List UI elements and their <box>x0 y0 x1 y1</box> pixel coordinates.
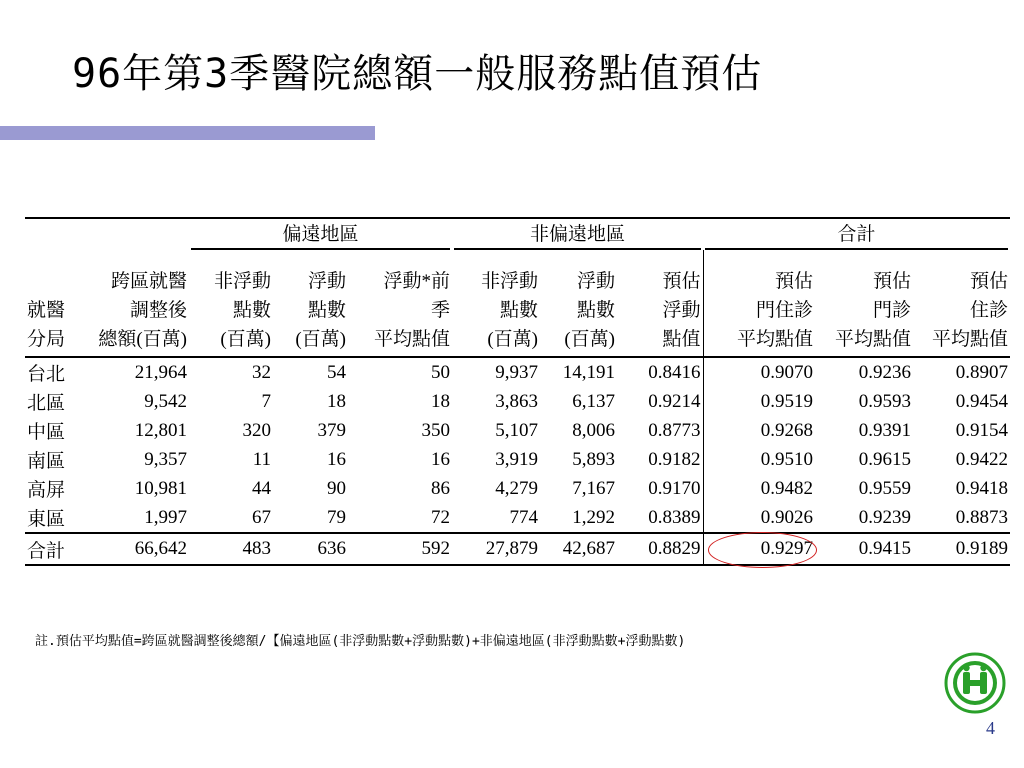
header-total-out: 預估 門診 平均點值 <box>815 250 913 357</box>
table-cell: 0.9236 <box>858 361 912 383</box>
column-header-row <box>25 250 1010 357</box>
table-row <box>25 474 1010 503</box>
table-cell: 379 <box>317 419 346 441</box>
branch-cell: 南區 <box>27 451 66 472</box>
table-row <box>25 445 1010 474</box>
table-body <box>25 357 1010 565</box>
table-cell: 0.9154 <box>955 419 1009 441</box>
table-cell: 0.9182 <box>617 445 703 474</box>
table-cell: 3,863 <box>495 390 538 412</box>
header-total-in: 預估 住診 平均點值 <box>913 250 1010 357</box>
table-cell: 0.8873 <box>955 506 1009 528</box>
table-cell: 320 <box>242 419 271 441</box>
footnote: 註.預估平均點值=跨區就醫調整後總額/【偏遠地區(非浮動點數+浮動點數)+非偏遠地區(非浮動點數+浮動點數) <box>35 634 686 649</box>
table-cell: 0.9482 <box>760 477 814 499</box>
table-cell: 5,893 <box>572 448 615 470</box>
table-cell: 3,919 <box>495 448 538 470</box>
table-cell: 21,964 <box>134 361 187 383</box>
table-cell: 67 <box>252 506 271 528</box>
table-cell: 0.9189 <box>913 533 1010 565</box>
group-total-header: 合計 <box>703 218 1010 250</box>
table-cell: 636 <box>273 533 348 565</box>
table-cell: 10,981 <box>134 477 187 499</box>
table-cell: 0.8389 <box>617 503 703 533</box>
header-remote-prev-avg: 浮動*前 季 平均點值 <box>348 250 452 357</box>
branch-cell: 台北 <box>27 364 66 385</box>
table-cell: 9,542 <box>144 390 187 412</box>
table-cell: 54 <box>327 361 346 383</box>
branch-cell: 北區 <box>27 393 66 414</box>
table-cell: 14,191 <box>562 361 615 383</box>
table-cell: 0.8907 <box>955 361 1009 383</box>
table-cell: 8,006 <box>572 419 615 441</box>
group-remote-header: 偏遠地區 <box>189 218 452 250</box>
branch-cell: 高屏 <box>27 480 66 501</box>
table-cell: 44 <box>252 477 271 499</box>
table-cell: 0.9615 <box>858 448 912 470</box>
header-adjusted-total: 跨區就醫 調整後 總額(百萬) <box>83 250 189 357</box>
group-non-remote-header: 非偏遠地區 <box>452 218 703 250</box>
slide-title: 96年第3季醫院總額一般服務點值預估 <box>72 51 763 97</box>
table-cell: 592 <box>348 533 452 565</box>
header-nonremote-float: 浮動 點數 (百萬) <box>540 250 617 357</box>
point-value-table-container <box>25 217 1010 560</box>
table-cell: 16 <box>431 448 450 470</box>
table-cell: 6,137 <box>572 390 615 412</box>
table-cell: 42,687 <box>540 533 617 565</box>
table-cell: 0.9510 <box>760 448 814 470</box>
table-cell: 7,167 <box>572 477 615 499</box>
table-cell: 12,801 <box>134 419 187 441</box>
group-header-row <box>25 218 1010 250</box>
table-cell: 0.8829 <box>617 533 703 565</box>
table-cell: 0.9418 <box>955 477 1009 499</box>
table-cell: 18 <box>431 390 450 412</box>
table-cell: 0.8416 <box>617 357 703 387</box>
table-row <box>25 357 1010 387</box>
nhi-logo-icon <box>944 652 1006 714</box>
table-cell: 72 <box>431 506 450 528</box>
total-row <box>25 533 1010 565</box>
table-row <box>25 416 1010 445</box>
table-row <box>25 503 1010 533</box>
table-cell: 86 <box>431 477 450 499</box>
table-cell: 0.9268 <box>760 419 814 441</box>
branch-cell: 中區 <box>27 422 66 443</box>
table-cell: 4,279 <box>495 477 538 499</box>
table-cell: 5,107 <box>495 419 538 441</box>
table-cell: 90 <box>327 477 346 499</box>
header-remote-nonfloat: 非浮動 點數 (百萬) <box>189 250 273 357</box>
table-cell: 350 <box>421 419 450 441</box>
table-cell: 66,642 <box>83 533 189 565</box>
header-branch: 就醫 分局 <box>25 250 83 357</box>
table-row <box>25 387 1010 416</box>
circled-total-cell <box>703 533 815 565</box>
table-cell: 16 <box>327 448 346 470</box>
table-cell: 0.9593 <box>858 390 912 412</box>
table-cell: 32 <box>252 361 271 383</box>
table-cell: 27,879 <box>452 533 540 565</box>
table-cell: 0.9026 <box>760 506 814 528</box>
table-cell: 0.9391 <box>858 419 912 441</box>
header-total-inout: 預估 門住診 平均點值 <box>703 250 815 357</box>
table-cell: 774 <box>509 506 538 528</box>
table-cell: 1,292 <box>572 506 615 528</box>
total-label: 合計 <box>25 533 83 565</box>
table-cell: 0.9214 <box>617 387 703 416</box>
branch-cell: 東區 <box>27 509 66 530</box>
table-cell: 9,937 <box>495 361 538 383</box>
table-cell: 0.9422 <box>955 448 1009 470</box>
table-cell: 0.9239 <box>858 506 912 528</box>
table-cell: 483 <box>189 533 273 565</box>
table-cell: 79 <box>327 506 346 528</box>
table-cell: 0.9519 <box>760 390 814 412</box>
table-cell: 0.9454 <box>955 390 1009 412</box>
table-cell: 50 <box>431 361 450 383</box>
title-accent-bar <box>0 126 375 140</box>
header-remote-float: 浮動 點數 (百萬) <box>273 250 348 357</box>
table-cell: 0.9070 <box>760 361 814 383</box>
table-cell: 18 <box>327 390 346 412</box>
table-cell: 0.9559 <box>858 477 912 499</box>
circled-value: 0.9297 <box>760 538 814 559</box>
table-cell: 1,997 <box>144 506 187 528</box>
page-number: 4 <box>986 718 995 738</box>
table-cell: 7 <box>261 390 271 412</box>
table-cell: 0.9415 <box>815 533 913 565</box>
table-cell: 0.9170 <box>617 474 703 503</box>
point-value-table <box>25 217 1010 566</box>
table-cell: 0.8773 <box>617 416 703 445</box>
table-cell: 11 <box>252 448 271 470</box>
table-cell: 9,357 <box>144 448 187 470</box>
header-nonremote-est-float: 預估 浮動 點值 <box>617 250 703 357</box>
header-nonremote-nonfloat: 非浮動 點數 (百萬) <box>452 250 540 357</box>
